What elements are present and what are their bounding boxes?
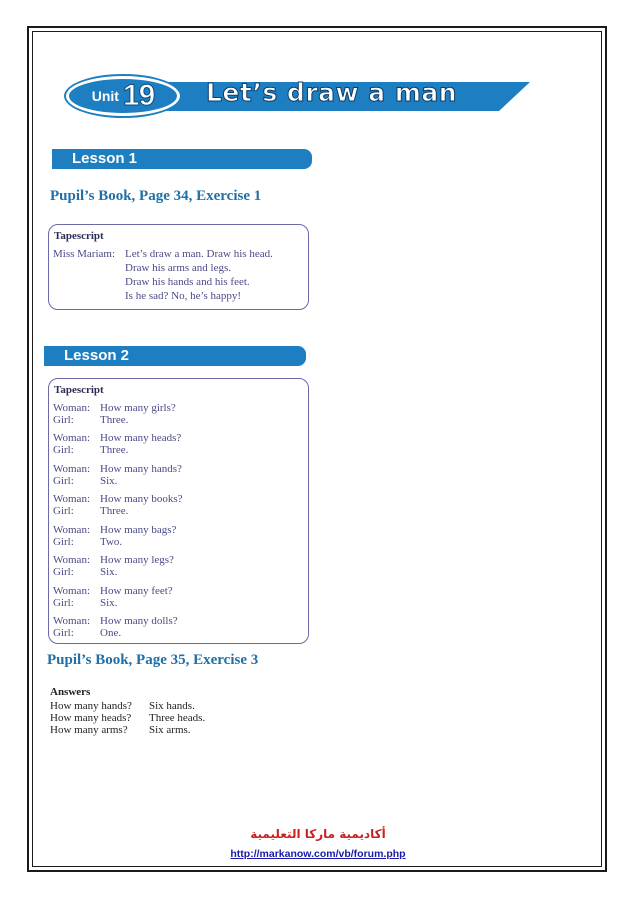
speaker: Girl: — [53, 444, 74, 456]
footer-forum-link[interactable]: http://markanow.com/vb/forum.php — [230, 848, 406, 860]
answer-value: Six arms. — [149, 724, 191, 736]
answer-question: How many hands? — [50, 700, 132, 712]
tapescript-title: Tapescript — [54, 384, 104, 396]
speaker: Woman: — [53, 615, 90, 627]
script-line: Draw his arms and legs. — [125, 262, 232, 274]
tapescript-box-2 — [48, 378, 309, 644]
speaker: Girl: — [53, 505, 74, 517]
question: How many heads? — [100, 432, 182, 444]
tapescript-box-1 — [48, 224, 309, 310]
speaker: Woman: — [53, 524, 90, 536]
speaker: Girl: — [53, 414, 74, 426]
unit-banner — [48, 76, 530, 116]
tapescript-title: Tapescript — [54, 230, 104, 242]
question: How many bags? — [100, 524, 177, 536]
unit-word: Unit — [91, 88, 119, 104]
speaker: Woman: — [53, 463, 90, 475]
footer-academy-name: أكاديمية ماركا التعليمية — [250, 827, 386, 841]
speaker: Woman: — [53, 554, 90, 566]
answer: Three. — [100, 414, 129, 426]
answer: Three. — [100, 505, 129, 517]
exercise-heading-2: Pupil’s Book, Page 35, Exercise 3 — [47, 652, 259, 668]
script-line: Is he sad? No, he’s happy! — [125, 290, 242, 302]
answer-value: Six hands. — [149, 700, 195, 712]
speaker: Girl: — [53, 597, 74, 609]
question: How many books? — [100, 493, 183, 505]
speaker: Miss Mariam: — [53, 248, 116, 260]
lesson-1-bar: Lesson 1 — [52, 149, 312, 169]
question: How many legs? — [100, 554, 174, 566]
speaker: Girl: — [53, 475, 74, 487]
script-line: Draw his hands and his feet. — [125, 276, 250, 288]
script-line: Let’s draw a man. Draw his head. — [125, 248, 273, 260]
answer: Two. — [100, 536, 123, 548]
answer: Six. — [100, 475, 118, 487]
speaker: Woman: — [53, 402, 90, 414]
answer-question: How many heads? — [50, 712, 132, 724]
question: How many hands? — [100, 463, 182, 475]
answer: Six. — [100, 597, 118, 609]
question: How many feet? — [100, 585, 173, 597]
question: How many dolls? — [100, 615, 178, 627]
answer: Six. — [100, 566, 118, 578]
speaker: Girl: — [53, 627, 74, 639]
answer: Three. — [100, 444, 129, 456]
answer: One. — [100, 627, 122, 639]
speaker: Woman: — [53, 493, 90, 505]
unit-badge — [66, 76, 180, 116]
answer-value: Three heads. — [149, 712, 206, 724]
unit-title: Let’s draw a man — [206, 78, 458, 107]
speaker: Woman: — [53, 585, 90, 597]
answer-question: How many arms? — [50, 724, 128, 736]
speaker: Woman: — [53, 432, 90, 444]
unit-number: 19 — [122, 79, 155, 112]
answers-title: Answers — [50, 686, 91, 698]
exercise-heading-1: Pupil’s Book, Page 34, Exercise 1 — [50, 188, 262, 204]
lesson-2-bar: Lesson 2 — [44, 346, 306, 366]
question: How many girls? — [100, 402, 176, 414]
speaker: Girl: — [53, 566, 74, 578]
speaker: Girl: — [53, 536, 74, 548]
